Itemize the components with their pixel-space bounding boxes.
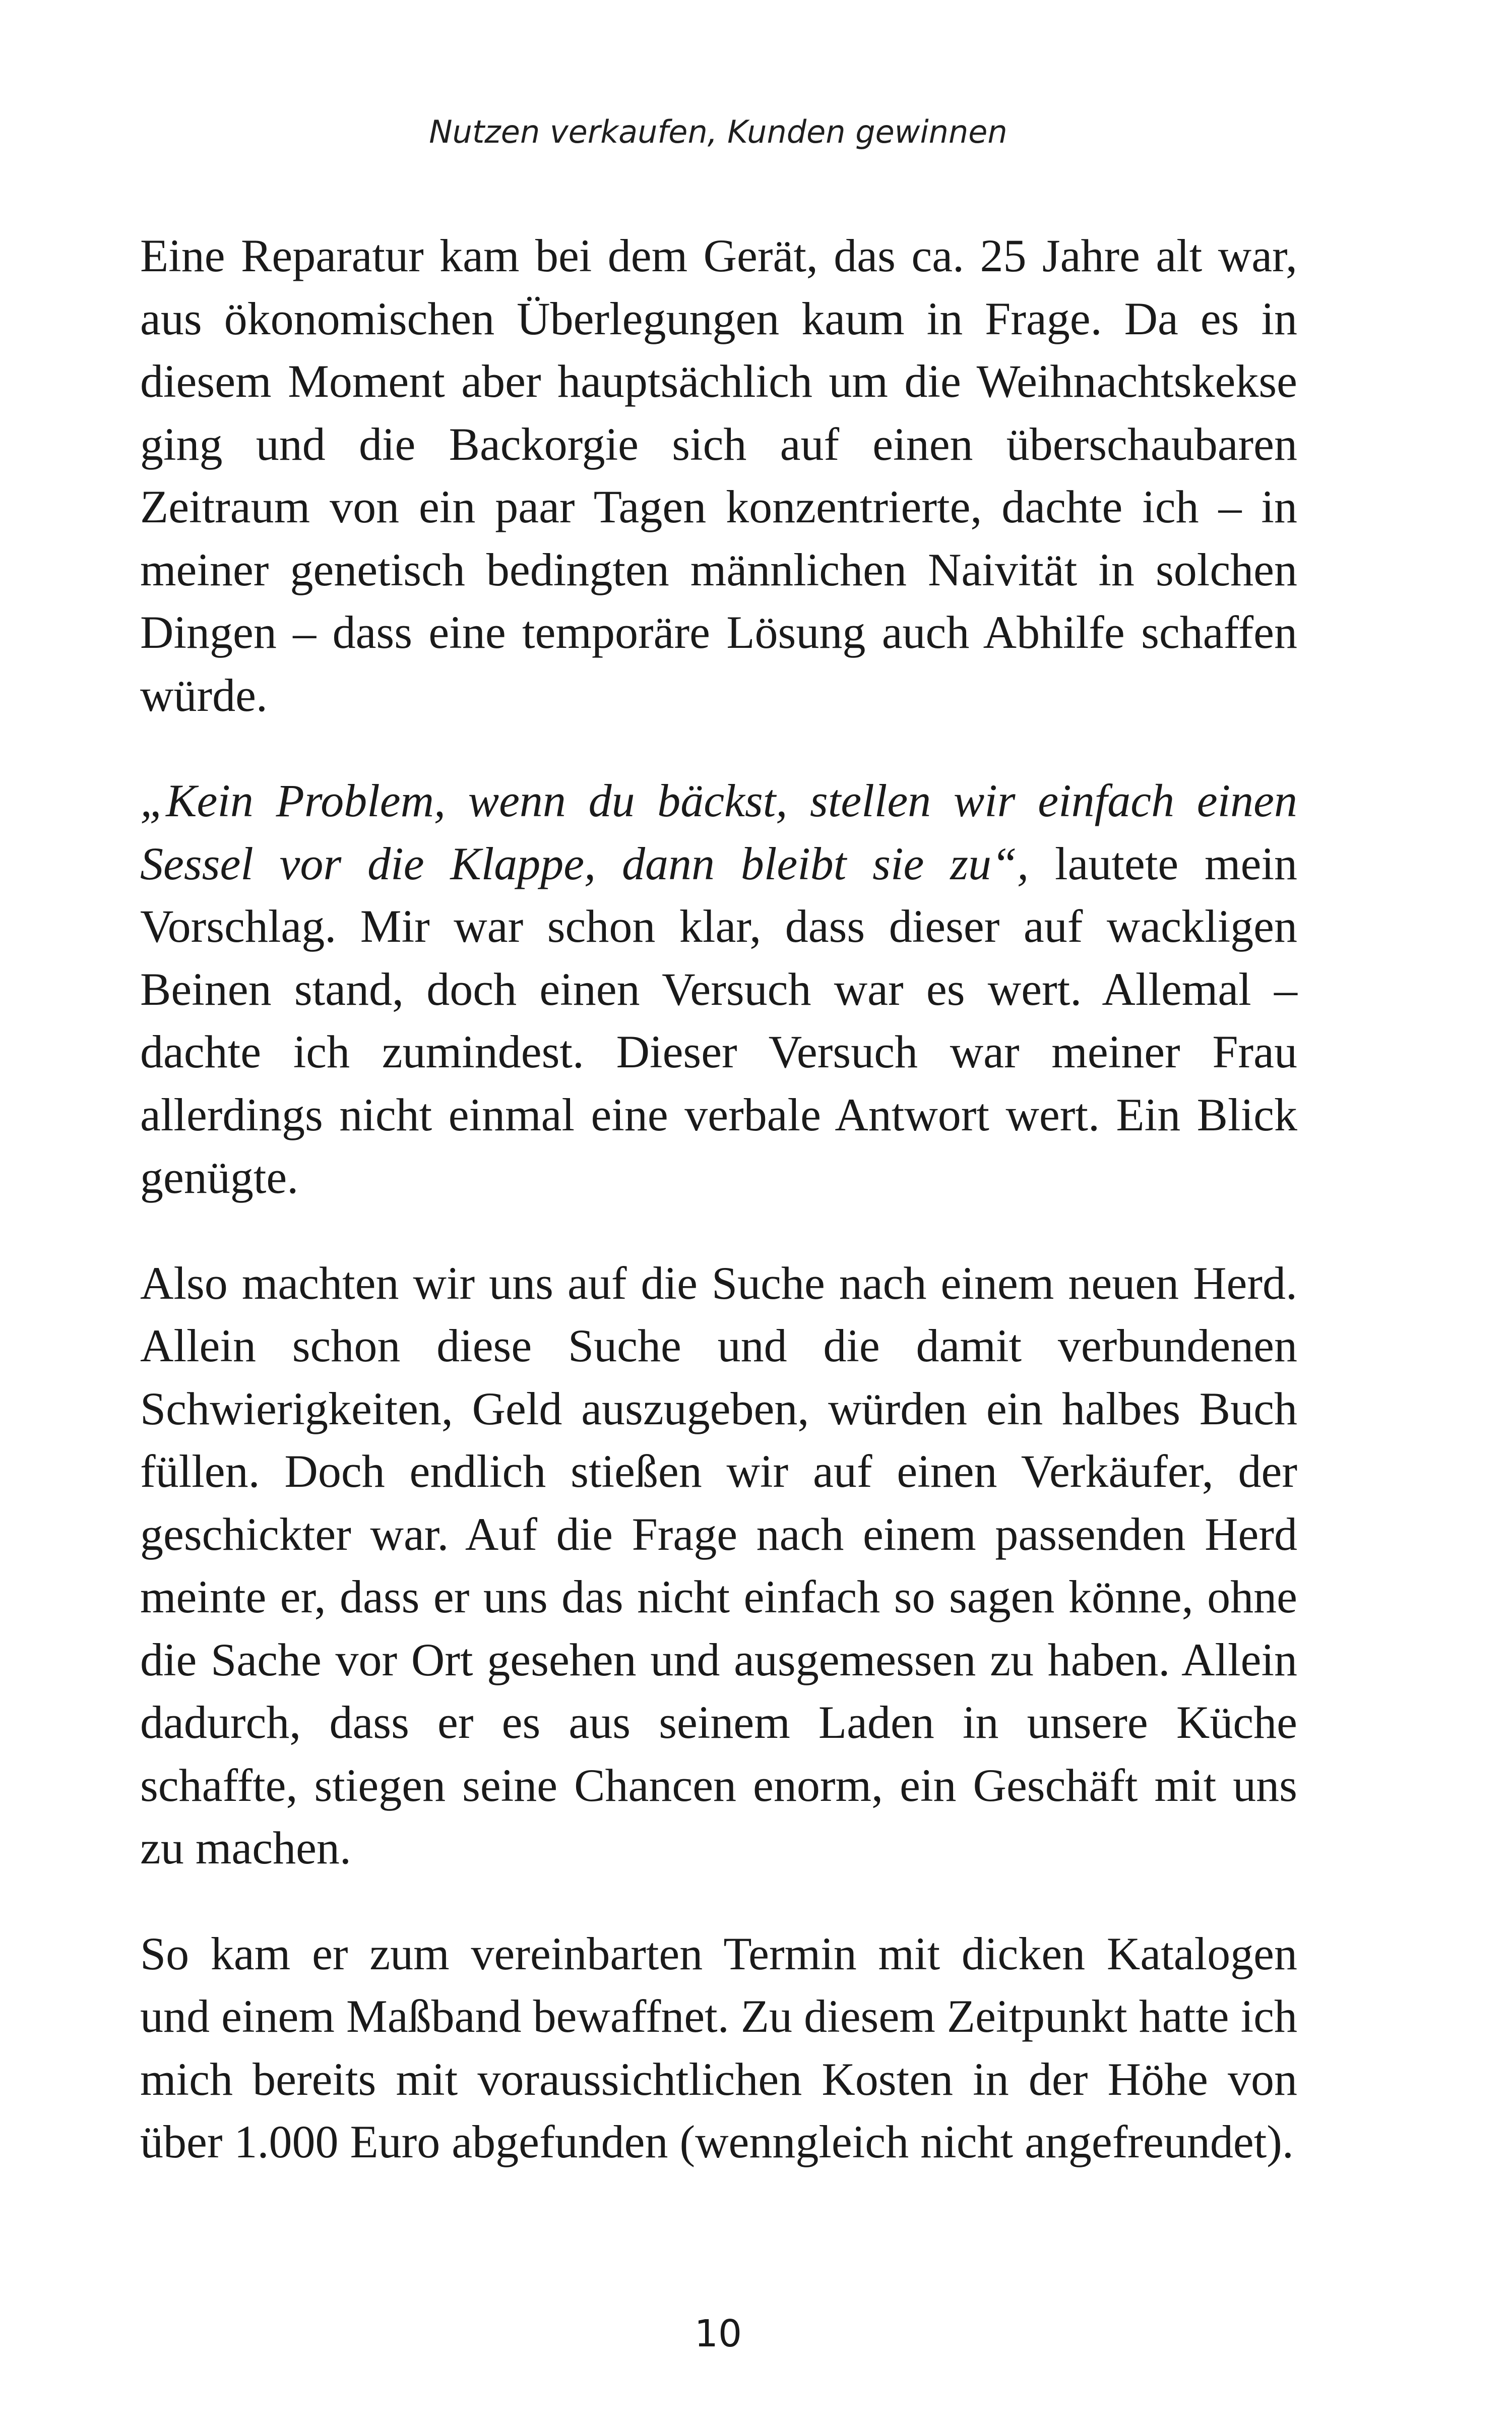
paragraph-2-text: lautete mein Vorschlag. Mir war schon klar, dass dieser auf wackligen Beinen stand, doch einen Versuch war es wert. Allemal – dachte ich zumindest. Dieser Versuch war meiner Frau allerdings nicht einmal eine verbale Antwort wert. Ein Blick genügte. bbox=[140, 837, 1298, 1203]
paragraph-4: So kam er zum vereinbarten Termin mit dicken Katalogen und einem Maßband bewaffnet. Zu diesem Zeitpunkt hatte ich mich bereits mit voraussichtlichen Kosten in der Höhe von über 1.000 Euro abgefunden (wenngleich nicht angefreundet). bbox=[140, 1927, 1297, 2167]
paragraph-1: Eine Reparatur kam bei dem Gerät, das ca. 25 Jahre alt war, aus ökonomischen Überlegungen kaum in Frage. Da es in diesem Moment aber hauptsächlich um die Weihnachtskekse ging und die Backorgie sich auf einen überschaubaren Zeitraum von ein paar Tagen konzentrierte, dachte ich – in meiner genetisch bedingten männlichen Naivität in solchen Dingen – dass eine temporäre Lösung auch Abhilfe schaffen würde. bbox=[140, 230, 1297, 721]
body-text bbox=[140, 224, 1297, 2173]
paragraph-3: Also machten wir uns auf die Suche nach einem neuen Herd. Allein schon diese Suche und die damit verbundenen Schwierigkeiten, Geld auszugeben, würden ein halbes Buch füllen. Doch endlich stießen wir auf einen Verkäufer, der geschickter war. Auf die Frage nach einem passenden Herd meinte er, dass er uns das nicht einfach so sagen könne, ohne die Sache vor Ort gesehen und ausgemessen zu haben. Allein dadurch, dass er es aus seinem Laden in unsere Küche schaffte, stiegen seine Chancen enorm, ein Geschäft mit uns zu machen. bbox=[140, 1257, 1297, 1873]
paragraph-2 bbox=[140, 769, 1297, 1209]
running-header: Nutzen verkaufen, Kunden gewinnen bbox=[429, 113, 1007, 150]
quoted-suggestion: „Kein Problem, wenn du bäckst, stellen wir einfach einen Sessel vor die Klappe, dann bleibt sie zu“, bbox=[140, 775, 1297, 889]
page-number: 10 bbox=[694, 2312, 742, 2355]
